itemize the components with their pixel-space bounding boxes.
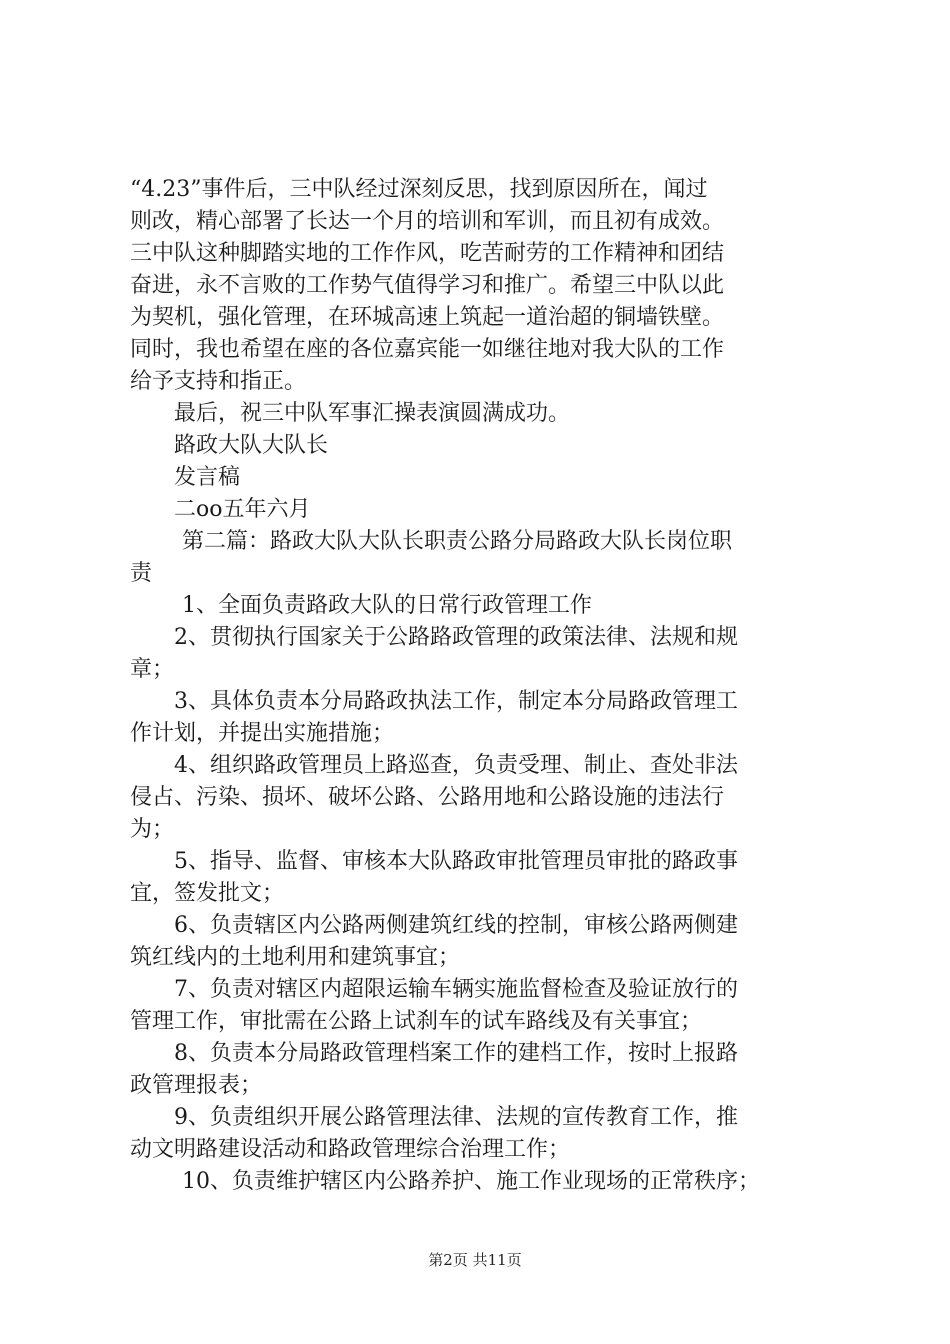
- duty-item-cont: 侵占、污染、损坏、破坏公路、公路用地和公路设施的违法行: [130, 785, 725, 810]
- duty-item-cont: 筑红线内的土地利用和建筑事宜；: [130, 945, 461, 970]
- text-line: 三中队这种脚踏实地的工作作风，吃苦耐劳的工作精神和团结: [130, 241, 725, 266]
- document-body: [130, 174, 835, 1198]
- section-heading: 第二篇：路政大队大队长职责公路分局路政大队长岗位职: [182, 529, 733, 554]
- duty-item-cont: 作计划，并提出实施措施；: [130, 721, 395, 746]
- duty-item: 5、指导、监督、审核本大队路政审批管理员审批的路政事: [174, 849, 738, 874]
- duty-item: 7、负责对辖区内超限运输车辆实施监督检查及验证放行的: [174, 977, 738, 1002]
- signature-title: 路政大队大队长: [174, 433, 329, 458]
- closing-wish: 最后，祝三中队军事汇操表演圆满成功。: [174, 401, 571, 426]
- duty-item: 2、贯彻执行国家关于公路路政管理的政策法律、法规和规: [174, 625, 738, 650]
- duty-item-cont: 动文明路建设活动和路政管理综合治理工作；: [130, 1137, 571, 1162]
- duty-item-cont: 宜，签发批文；: [130, 881, 285, 906]
- text-line: 则改，精心部署了长达一个月的培训和军训，而且初有成效。: [130, 209, 725, 234]
- duty-item: 8、负责本分局路政管理档案工作的建档工作，按时上报路: [174, 1041, 738, 1066]
- duty-item: 10、负责维护辖区内公路养护、施工作业现场的正常秩序；: [182, 1169, 760, 1194]
- text-line: 同时，我也希望在座的各位嘉宾能一如继往地对我大队的工作: [130, 337, 725, 362]
- duty-item: 3、具体负责本分局路政执法工作，制定本分局路政管理工: [174, 689, 738, 714]
- duty-item-cont: 政管理报表；: [130, 1073, 263, 1098]
- section-heading-cont: 责: [130, 561, 153, 586]
- text-line: 为契机，强化管理，在环城高速上筑起一道治超的铜墙铁壁。: [130, 305, 725, 330]
- duty-item-cont: 章；: [130, 657, 175, 682]
- doc-type-label: 发言稿: [174, 465, 241, 490]
- date-line: 二oo五年六月: [174, 497, 311, 522]
- duty-item: 6、负责辖区内公路两侧建筑红线的控制，审核公路两侧建: [174, 913, 738, 938]
- text-line: 给予支持和指正。: [130, 369, 307, 394]
- text-line: 奋进，永不言败的工作势气值得学习和推广。希望三中队以此: [130, 273, 725, 298]
- duty-item: 4、组织路政管理员上路巡查，负责受理、制止、查处非法: [174, 753, 738, 778]
- duty-item: 1、全面负责路政大队的日常行政管理工作: [182, 593, 592, 618]
- text-line: “4.23”事件后，三中队经过深刻反思，找到原因所在，闻过: [130, 177, 708, 202]
- duty-item-cont: 为；: [130, 817, 175, 842]
- page-number: 第2页 共11页: [428, 1251, 522, 1269]
- duty-item: 9、负责组织开展公路管理法律、法规的宣传教育工作，推: [174, 1105, 738, 1130]
- duty-item-cont: 管理工作，审批需在公路上试刹车的试车路线及有关事宜；: [130, 1009, 703, 1034]
